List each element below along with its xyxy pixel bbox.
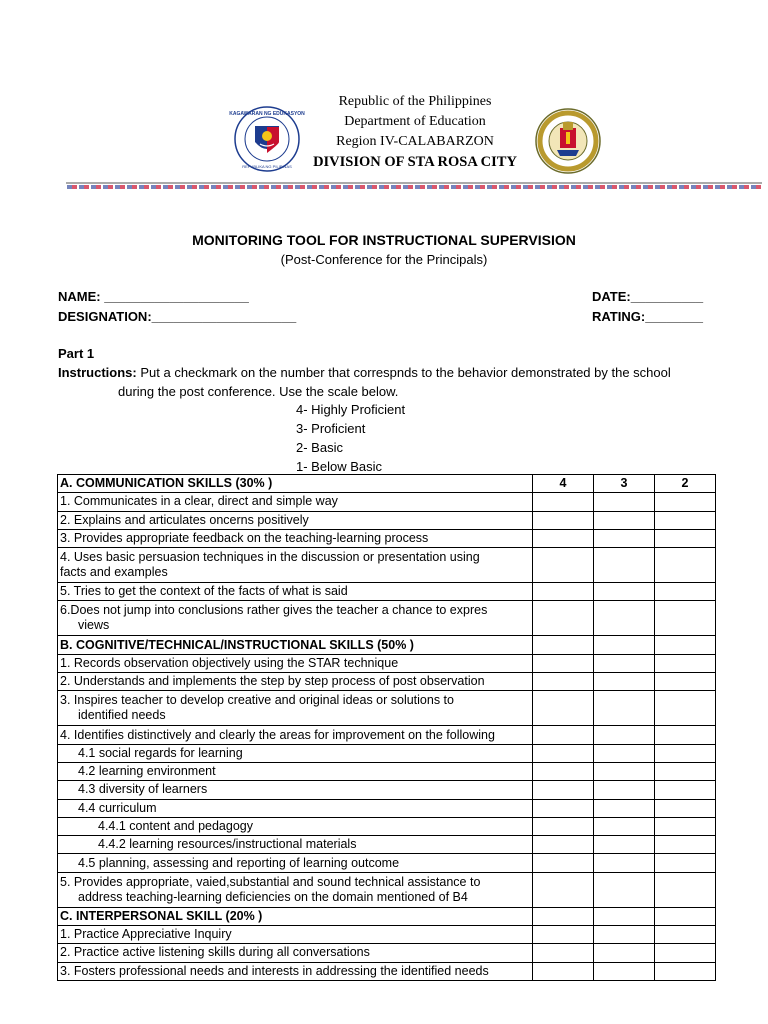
criterion-line: 2. Understands and implements the step by step process of post observation xyxy=(60,674,485,689)
rating-checkbox-cell[interactable] xyxy=(655,511,716,529)
rating-checkbox-cell[interactable] xyxy=(533,654,594,672)
criterion-line: 4. Uses basic persuasion techniques in the discussion or presentation using xyxy=(60,550,480,565)
rating-checkbox-cell[interactable] xyxy=(594,799,655,817)
rating-column-header: 4 xyxy=(533,475,594,493)
rating-checkbox-cell xyxy=(594,636,655,654)
criterion-line: 1. Communicates in a clear, direct and simple way xyxy=(60,494,338,509)
criterion-row xyxy=(58,529,716,547)
criterion-line: 4.4 curriculum xyxy=(78,800,157,815)
rating-checkbox-cell[interactable] xyxy=(533,673,594,691)
criterion-text xyxy=(58,872,533,907)
rating-checkbox-cell[interactable] xyxy=(655,601,716,636)
criterion-line: 4.1 social regards for learning xyxy=(78,745,243,760)
criterion-line: 2. Explains and articulates oncerns positively xyxy=(60,512,309,527)
criterion-row xyxy=(58,548,716,583)
criterion-row xyxy=(58,583,716,601)
rating-checkbox-cell[interactable] xyxy=(655,673,716,691)
scale-item: 3- Proficient xyxy=(296,421,366,436)
letterhead-text xyxy=(300,92,530,172)
criterion-text xyxy=(58,654,533,672)
rating-checkbox-cell[interactable] xyxy=(655,529,716,547)
rating-checkbox-cell[interactable] xyxy=(655,817,716,835)
rating-checkbox-cell[interactable] xyxy=(655,926,716,944)
page-title: MONITORING TOOL FOR INSTRUCTIONAL SUPERVISION xyxy=(192,232,576,248)
section-title xyxy=(58,636,533,654)
rating-checkbox-cell[interactable] xyxy=(594,744,655,762)
rating-checkbox-cell[interactable] xyxy=(655,836,716,854)
criterion-row xyxy=(58,872,716,907)
criterion-row xyxy=(58,962,716,980)
criterion-line: 4. Identifies distinctively and clearly the areas for improvement on the following xyxy=(60,727,495,742)
instructions-text-2: during the post conference. Use the scale below. xyxy=(118,384,399,399)
criterion-line-continued: views xyxy=(78,618,110,633)
criterion-line: 2. Practice active listening skills during all conversations xyxy=(60,945,370,960)
criterion-text xyxy=(58,529,533,547)
rating-checkbox-cell[interactable] xyxy=(594,601,655,636)
criterion-line: C. INTERPERSONAL SKILL (20% ) xyxy=(60,908,263,923)
criterion-text xyxy=(58,799,533,817)
criterion-text xyxy=(58,511,533,529)
rating-checkbox-cell[interactable] xyxy=(655,744,716,762)
criterion-row xyxy=(58,673,716,691)
rating-checkbox-cell[interactable] xyxy=(594,583,655,601)
rating-checkbox-cell[interactable] xyxy=(533,691,594,726)
rating-checkbox-cell[interactable] xyxy=(533,926,594,944)
criterion-text xyxy=(58,691,533,726)
criterion-text xyxy=(58,854,533,872)
rating-checkbox-cell[interactable] xyxy=(533,854,594,872)
rating-checkbox-cell[interactable] xyxy=(533,762,594,780)
division-line: DIVISION OF STA ROSA CITY xyxy=(313,154,517,170)
criterion-row xyxy=(58,744,716,762)
rating-checkbox-cell[interactable] xyxy=(594,926,655,944)
criterion-text xyxy=(58,781,533,799)
section-title xyxy=(58,907,533,925)
rating-checkbox-cell[interactable] xyxy=(594,872,655,907)
rating-checkbox-cell[interactable] xyxy=(594,726,655,744)
rating-checkbox-cell[interactable] xyxy=(655,799,716,817)
criterion-line: 4.4.2 learning resources/instructional materials xyxy=(98,837,357,852)
criterion-text xyxy=(58,944,533,962)
criterion-row xyxy=(58,601,716,636)
rating-field: RATING:________ xyxy=(592,309,704,324)
criterion-line: 4.2 learning environment xyxy=(78,764,216,779)
criterion-line: 3. Inspires teacher to develop creative and original ideas or solutions to xyxy=(60,693,454,708)
part-heading: Part 1 xyxy=(58,346,95,361)
rating-checkbox-cell[interactable] xyxy=(594,529,655,547)
rating-checkbox-cell[interactable] xyxy=(594,548,655,583)
criterion-text xyxy=(58,836,533,854)
criterion-row xyxy=(58,836,716,854)
decorative-border-strip xyxy=(66,182,762,194)
republic-line: Republic of the Philippines xyxy=(338,94,492,109)
rating-checkbox-cell[interactable] xyxy=(594,817,655,835)
rating-checkbox-cell[interactable] xyxy=(533,744,594,762)
section-row xyxy=(58,475,716,493)
criterion-text xyxy=(58,817,533,835)
criterion-text xyxy=(58,583,533,601)
criterion-line: 6.Does not jump into conclusions rather gives the teacher a chance to expres xyxy=(60,603,488,618)
criterion-row xyxy=(58,944,716,962)
rating-checkbox-cell[interactable] xyxy=(533,726,594,744)
rating-checkbox-cell[interactable] xyxy=(533,601,594,636)
instructions xyxy=(58,363,718,401)
rating-checkbox-cell[interactable] xyxy=(594,511,655,529)
criterion-row xyxy=(58,654,716,672)
monitoring-table xyxy=(57,474,716,981)
section-title xyxy=(58,475,533,493)
rating-checkbox-cell[interactable] xyxy=(594,854,655,872)
rating-checkbox-cell[interactable] xyxy=(594,781,655,799)
criterion-line: 3. Provides appropriate feedback on the teaching-learning process xyxy=(60,531,429,546)
rating-checkbox-cell[interactable] xyxy=(594,493,655,511)
criterion-text xyxy=(58,926,533,944)
criterion-row xyxy=(58,762,716,780)
criterion-row xyxy=(58,726,716,744)
criterion-line: 4.3 diversity of learners xyxy=(78,782,208,797)
rating-checkbox-cell[interactable] xyxy=(533,583,594,601)
rating-checkbox-cell[interactable] xyxy=(594,944,655,962)
criterion-text xyxy=(58,744,533,762)
rating-checkbox-cell[interactable] xyxy=(533,529,594,547)
page-subtitle: (Post-Conference for the Principals) xyxy=(280,252,488,267)
name-field: NAME: ____________________ xyxy=(58,289,249,304)
criterion-text xyxy=(58,726,533,744)
rating-checkbox-cell[interactable] xyxy=(655,781,716,799)
rating-checkbox-cell[interactable] xyxy=(655,726,716,744)
rating-checkbox-cell xyxy=(594,907,655,925)
rating-checkbox-cell xyxy=(655,907,716,925)
criterion-text xyxy=(58,548,533,583)
criterion-line: 5. Tries to get the context of the facts of what is said xyxy=(60,584,348,599)
criterion-row xyxy=(58,691,716,726)
rating-checkbox-cell[interactable] xyxy=(655,493,716,511)
criterion-line: A. COMMUNICATION SKILLS (30% ) xyxy=(60,476,273,491)
rating-checkbox-cell[interactable] xyxy=(533,799,594,817)
rating-checkbox-cell[interactable] xyxy=(533,511,594,529)
criterion-line: 4.5 planning, assessing and reporting of learning outcome xyxy=(78,855,400,870)
criterion-line: B. COGNITIVE/TECHNICAL/INSTRUCTIONAL SKILLS (50% ) xyxy=(60,637,414,652)
rating-checkbox-cell[interactable] xyxy=(655,854,716,872)
criterion-row xyxy=(58,493,716,511)
criterion-line: 1. Practice Appreciative Inquiry xyxy=(60,927,232,942)
scale-item: 2- Basic xyxy=(296,440,343,455)
criterion-line-continued: facts and examples xyxy=(60,565,168,580)
criterion-row xyxy=(58,854,716,872)
criterion-text xyxy=(58,962,533,980)
scale-item: 1- Below Basic xyxy=(296,459,382,474)
rating-checkbox-cell[interactable] xyxy=(533,872,594,907)
criterion-text xyxy=(58,493,533,511)
rating-checkbox-cell[interactable] xyxy=(655,872,716,907)
criterion-text xyxy=(58,673,533,691)
rating-checkbox-cell xyxy=(655,636,716,654)
rating-scale xyxy=(296,400,405,476)
rating-checkbox-cell[interactable] xyxy=(655,583,716,601)
rating-checkbox-cell[interactable] xyxy=(594,836,655,854)
rating-column-header: 2 xyxy=(655,475,716,493)
rating-checkbox-cell[interactable] xyxy=(533,817,594,835)
criterion-row xyxy=(58,926,716,944)
rating-checkbox-cell[interactable] xyxy=(594,762,655,780)
department-line: Department of Education xyxy=(344,114,486,129)
criterion-line: 4.4.1 content and pedagogy xyxy=(98,819,253,833)
instructions-text-1: Put a checkmark on the number that correspnds to the behavior demonstrated by the school xyxy=(136,365,671,380)
rating-checkbox-cell[interactable] xyxy=(594,691,655,726)
rating-checkbox-cell[interactable] xyxy=(655,691,716,726)
scale-item: 4- Highly Proficient xyxy=(296,402,406,417)
rating-checkbox-cell[interactable] xyxy=(655,962,716,980)
left-seal-bottom-text: REPUBLIKA NG PILIPINAS xyxy=(242,164,292,169)
rating-checkbox-cell[interactable] xyxy=(533,962,594,980)
rating-checkbox-cell[interactable] xyxy=(655,548,716,583)
rating-checkbox-cell xyxy=(533,907,594,925)
criterion-text xyxy=(58,762,533,780)
rating-column-header: 3 xyxy=(594,475,655,493)
rating-checkbox-cell[interactable] xyxy=(533,836,594,854)
criterion-row xyxy=(58,817,716,835)
date-field: DATE:__________ xyxy=(592,289,704,304)
rating-checkbox-cell xyxy=(533,636,594,654)
rating-checkbox-cell[interactable] xyxy=(594,673,655,691)
criterion-row xyxy=(58,799,716,817)
rating-checkbox-cell[interactable] xyxy=(533,781,594,799)
criterion-line-continued: identified needs xyxy=(78,708,166,723)
criterion-row xyxy=(58,781,716,799)
region-line: Region IV-CALABARZON xyxy=(336,134,494,149)
rating-checkbox-cell[interactable] xyxy=(655,762,716,780)
criterion-text xyxy=(58,601,533,636)
rating-checkbox-cell[interactable] xyxy=(655,654,716,672)
rating-checkbox-cell[interactable] xyxy=(594,962,655,980)
section-row xyxy=(58,636,716,654)
criterion-line-continued: address teaching-learning deficiencies on the domain mentioned of B4 xyxy=(78,889,468,904)
instructions-label: Instructions: xyxy=(58,365,137,380)
division-seal-logo xyxy=(533,108,603,174)
left-seal-text: KAGAWARAN NG EDUKASYON xyxy=(229,111,305,117)
rating-checkbox-cell[interactable] xyxy=(533,548,594,583)
rating-checkbox-cell[interactable] xyxy=(594,654,655,672)
rating-checkbox-cell[interactable] xyxy=(655,944,716,962)
criterion-line: 5. Provides appropriate, vaied,substantial and sound technical assistance to xyxy=(60,874,481,889)
criterion-row xyxy=(58,511,716,529)
designation-field: DESIGNATION:____________________ xyxy=(58,309,297,324)
section-row xyxy=(58,907,716,925)
letterhead xyxy=(0,90,768,180)
criterion-line: 3. Fosters professional needs and interests in addressing the identified needs xyxy=(60,963,489,978)
deped-seal-logo xyxy=(229,106,305,172)
criterion-line: 1. Records observation objectively using the STAR technique xyxy=(60,655,399,670)
rating-checkbox-cell[interactable] xyxy=(533,493,594,511)
rating-checkbox-cell[interactable] xyxy=(533,944,594,962)
